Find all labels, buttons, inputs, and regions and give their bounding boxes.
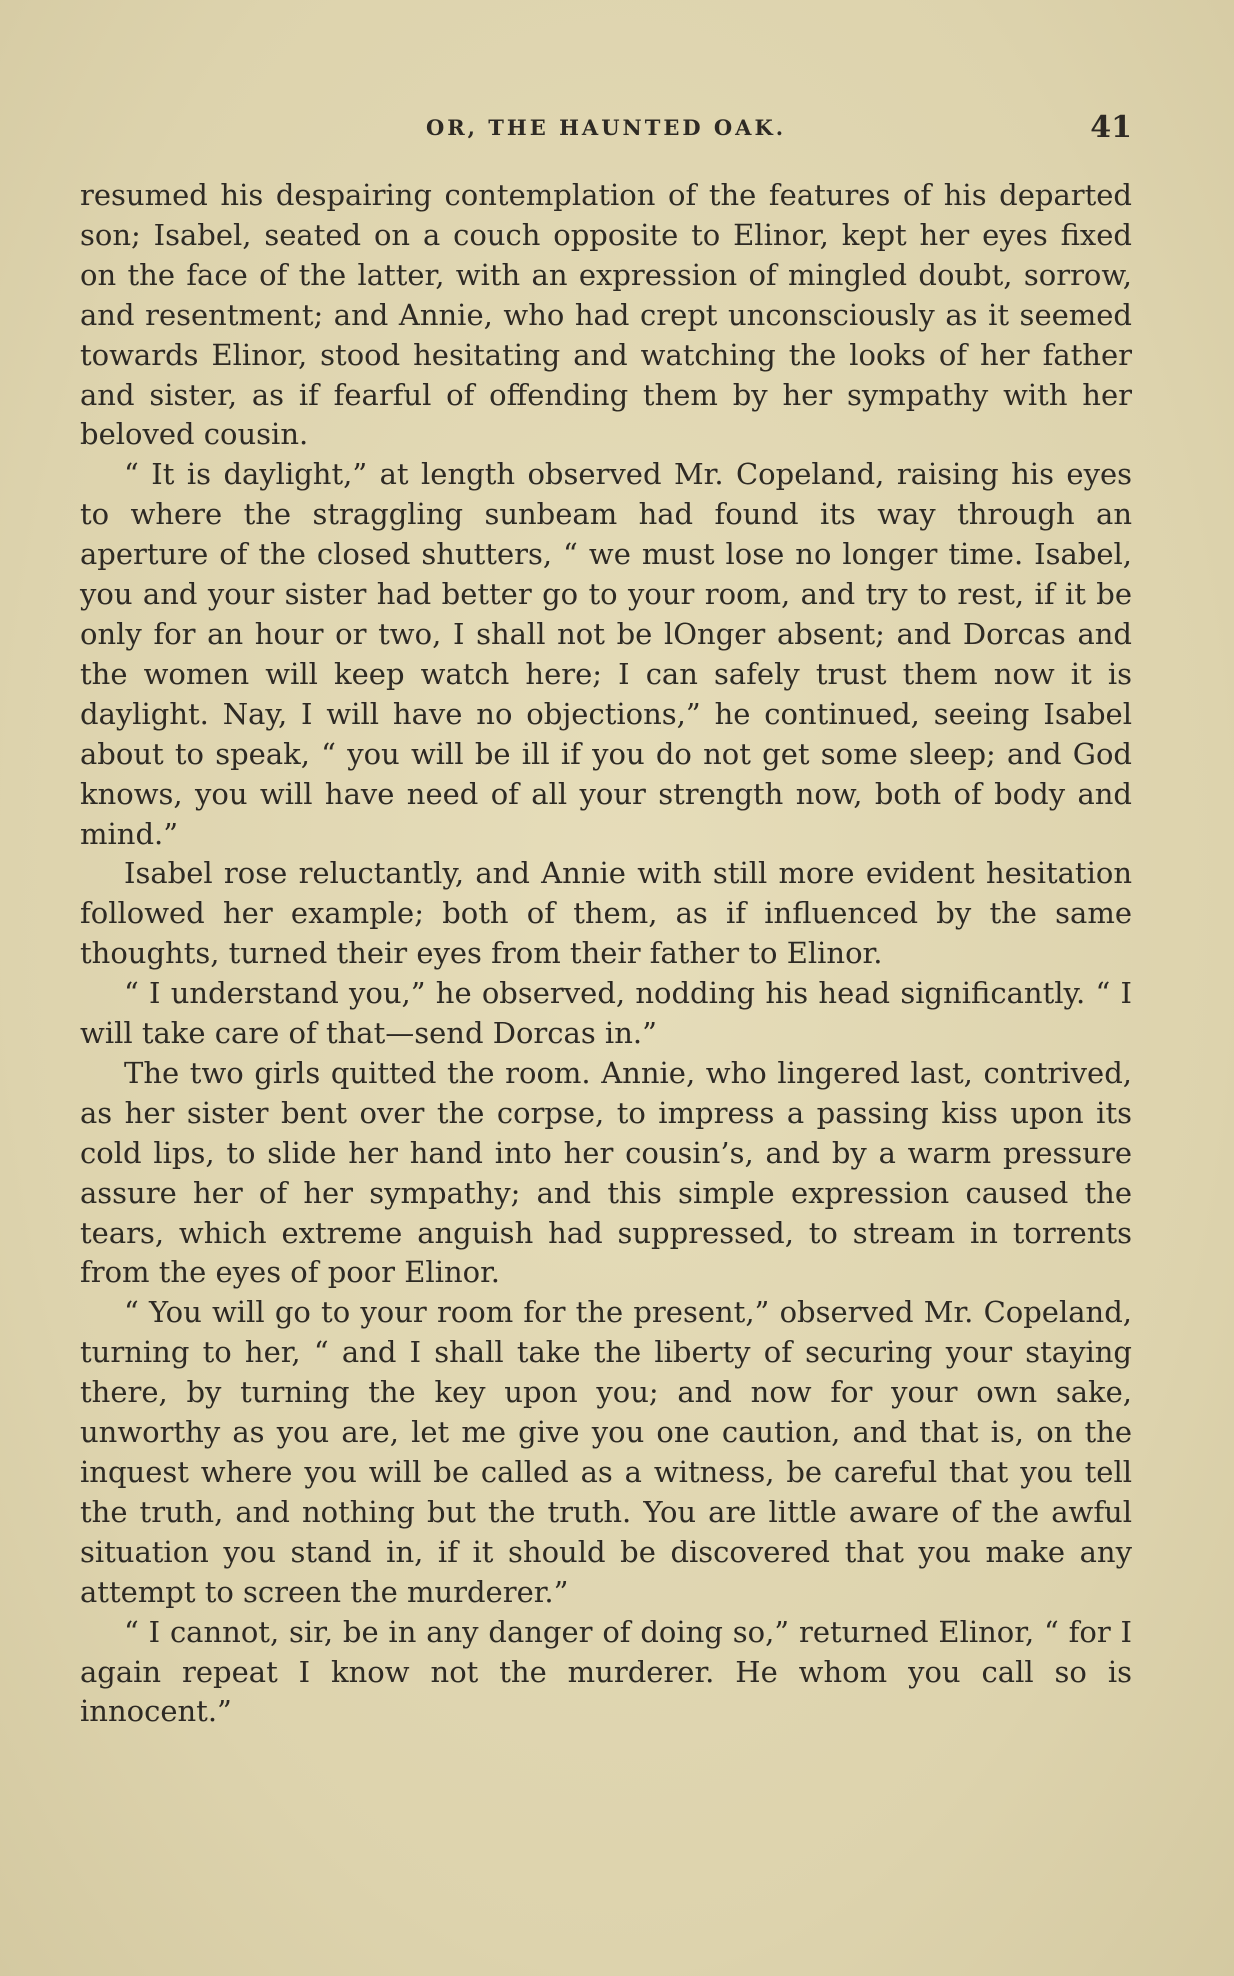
page-header bbox=[80, 108, 1132, 148]
paragraph: “ You will go to your room for the present,” observed Mr. Copeland, turning to her, “ and I shall take the liberty of securing your staying there, by turning the key upon you; and now for your own sake, unworthy as you are, let me give you one caution, and that is, on the inquest where you will be called as a witness, be careful that you tell the truth, and nothing but the truth. You are little aware of the awful situation you stand in, if it should be discovered that you make any attempt to screen the murderer.” bbox=[80, 1295, 1132, 1609]
paragraph: The two girls quitted the room. Annie, who lingered last, contrived, as her sister bent over the corpse, to impress a passing kiss upon its cold lips, to slide her hand into her cousin’s, and by a warm pressure assure her of her sympathy; and this simple expression caused the tears, which extreme anguish had suppressed, to stream in torrents from the eyes of poor Elinor. bbox=[80, 1055, 1132, 1290]
paragraph: resumed his despairing contemplation of the features of his departed son; Isabel, seated on a couch opposite to Elinor, kept her eyes fixed on the face of the latter, with an expression of mingled doubt, sorrow, and resentment; and Annie, who had crept unconsciously as it seemed towards Elinor, stood hesitating and watching the looks of her father and sister, as if fearful of offending them by her sympathy with her beloved cousin. bbox=[80, 178, 1132, 452]
running-head: OR, THE HAUNTED OAK. bbox=[425, 115, 787, 140]
body-text bbox=[80, 176, 1132, 1732]
paragraph: “ It is daylight,” at length observed Mr. Copeland, raising his eyes to where the straggling sunbeam had found its way through an aperture of the closed shutters, “ we must lose no longer time. Isabel, you and your sister had better go to your room, and try to rest, if it be only for an hour or two, I shall not be lOnger absent; and Dorcas and the women will keep watch here; I can safely trust them now it is daylight. Nay, I will have no objections,” he continued, seeing Isabel about to speak, “ you will be ill if you do not get some sleep; and God knows, you will have need of all your strength now, both of body and mind.” bbox=[80, 457, 1132, 851]
paragraph: “ I understand you,” he observed, nodding his head significantly. “ I will take care of that—send Dorcas in.” bbox=[80, 976, 1132, 1051]
page-number: 41 bbox=[1090, 110, 1132, 145]
paragraph: “ I cannot, sir, be in any danger of doing so,” returned Elinor, “ for I again repeat I know not the murderer. He whom you call so is innocent.” bbox=[80, 1614, 1132, 1729]
paragraph: Isabel rose reluctantly, and Annie with still more evident hesitation followed her example; both of them, as if influenced by the same thoughts, turned their eyes from their father to Elinor. bbox=[80, 856, 1132, 971]
